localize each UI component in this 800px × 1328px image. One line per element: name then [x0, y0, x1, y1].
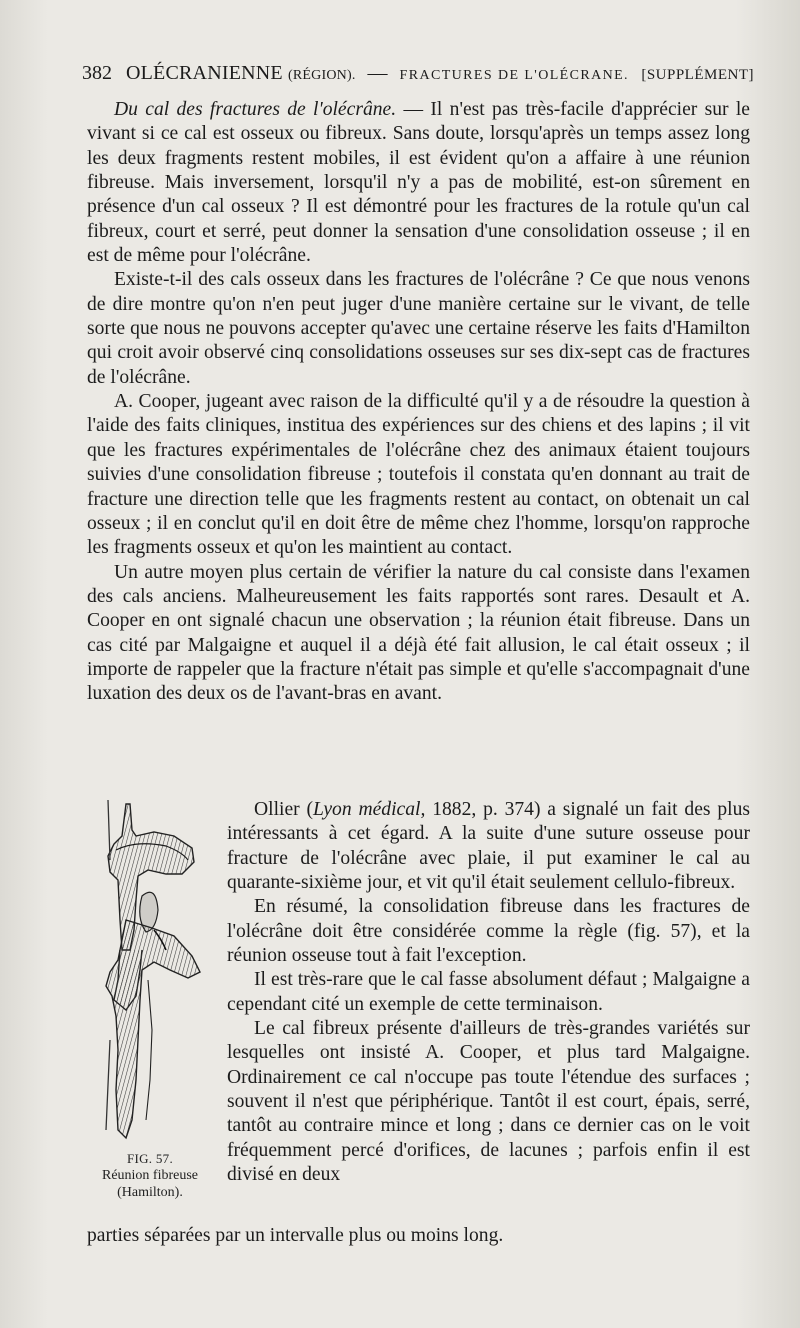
- paragraph-text: 1882, p. 374) a signalé un fait des plus intéressants à cet égard. A la suite d'une suture osseuse pour fracture de l'olécrâne avec plaie, il put examiner le cal au quarante-sixième jour, et vit qu'il était seulement cellulo-fibreux.: [227, 799, 750, 894]
- source-title: Lyon médical,: [313, 799, 426, 820]
- header-title-region: (RÉGION).: [288, 68, 356, 83]
- header-dash: —: [367, 62, 388, 84]
- figure-caption-line2: (Hamilton).: [117, 1185, 183, 1200]
- text-block-bottom: [87, 1224, 750, 1248]
- figure-label: FIG. 57.: [126, 1151, 174, 1166]
- running-header: [82, 62, 754, 92]
- text-block-beside-figure: [227, 798, 750, 1188]
- paragraph: En résumé, la consolidation fibreuse dans les fractures de l'olécrâne doit être considérée comme la règle (fig. 57), et la réunion osseuse tout à fait l'exception.: [227, 896, 750, 967]
- paragraph-continuation: parties séparées par un intervalle plus ou moins long.: [87, 1225, 504, 1246]
- text-block-top: [87, 98, 750, 707]
- paragraph: A. Cooper, jugeant avec raison de la difficulté qu'il y a de résoudre la question à l'aide des faits cliniques, institua des expériences sur des chiens et des lapins ; il vit que les fractures expérimentales de l'olécrâne chez des animaux étaient toujours suivies d'une consolidation fibreuse ; toutefois il constata qu'en donnant au trait de fracture une direction telle que les fragments restent au contact, on obtenait un cal osseux ; il en conclut qu'il en doit être de même chez l'homme, lorsqu'on rapproche les fragments osseux et qu'on les maintient au contact.: [87, 391, 750, 559]
- paragraph: Le cal fibreux présente d'ailleurs de très-grandes variétés sur lesquelles ont insisté A. Cooper, et plus tard Malgaigne. Ordinairement ce cal n'occupe pas toute l'étendue des surfaces ; souvent il n'est que périphérique. Tantôt il est court, épais, serré, tantôt au contraire mince et long ; dans ce dernier cas on le voit fréquemment percé d'orifices, de lacunes ; parfois enfin il est divisé en deux: [227, 1018, 750, 1186]
- paren: (: [306, 799, 314, 820]
- paragraph: Existe-t-il des cals osseux dans les fractures de l'olécrâne ? Ce que nous venons de dire montre qu'on n'en peut juger d'une manière certaine sur le vivant, de telle sorte que nous ne pouvons accepter qu'avec une certaine réserve les faits d'Hamilton qui croit avoir observé cinq consolidations osseuses sur ses dix-sept cas de fractures de l'olécrâne.: [87, 269, 750, 388]
- header-supplement: [SUPPLÉMENT]: [641, 67, 754, 83]
- header-title: [126, 62, 356, 85]
- figure-caption-line1: Réunion fibreuse: [101, 1168, 199, 1183]
- paragraph: [227, 798, 750, 895]
- paragraph: [87, 98, 750, 268]
- figure-57-bone-illustration: [96, 800, 222, 1150]
- paragraph-text: — Il n'est pas très-facile d'apprécier sur le vivant si ce cal est osseux ou fibreux. Sans doute, lorsqu'après un temps assez long les deux fragments restent mobiles, il est évident qu'on a affaire à une réunion fibreuse. Mais inversement, lorsqu'il n'y a pas de mobilité, est-on sûrement en présence d'un cal osseux ? Il est démontré pour les fractures de la rotule qu'un cal fibreux, court et serré, peut donner la sensation d'une consolidation osseuse ; il en est de même pour l'olécrâne.: [87, 99, 751, 267]
- elbow-bone-engraving: [96, 800, 222, 1150]
- header-subtitle: FRACTURES DE L'OLÉCRANE.: [399, 68, 629, 83]
- page-number: 382: [82, 62, 112, 84]
- paragraph: Il est très-rare que le cal fasse absolument défaut ; Malgaigne a cependant cité un exemple de cette terminaison.: [227, 969, 750, 1015]
- section-heading: Du cal des fractures de l'olécrâne.: [114, 99, 397, 120]
- header-title-main: OLÉCRANIENNE: [126, 62, 283, 84]
- paragraph: Un autre moyen plus certain de vérifier la nature du cal consiste dans l'examen des cals anciens. Malheureusement les faits rapportés sont rares. Desault et A. Cooper en ont signalé chacun une observation ; la réunion était fibreuse. Dans un cas cité par Malgaigne et auquel il a déjà été fait allusion, le cal était osseux ; il importe de rappeler que la fracture n'était pas simple et qu'elle s'accompagnait d'une luxation des deux os de l'avant-bras en avant.: [87, 561, 750, 705]
- figure-caption: [86, 1150, 214, 1201]
- author-name: Ollier: [254, 799, 300, 820]
